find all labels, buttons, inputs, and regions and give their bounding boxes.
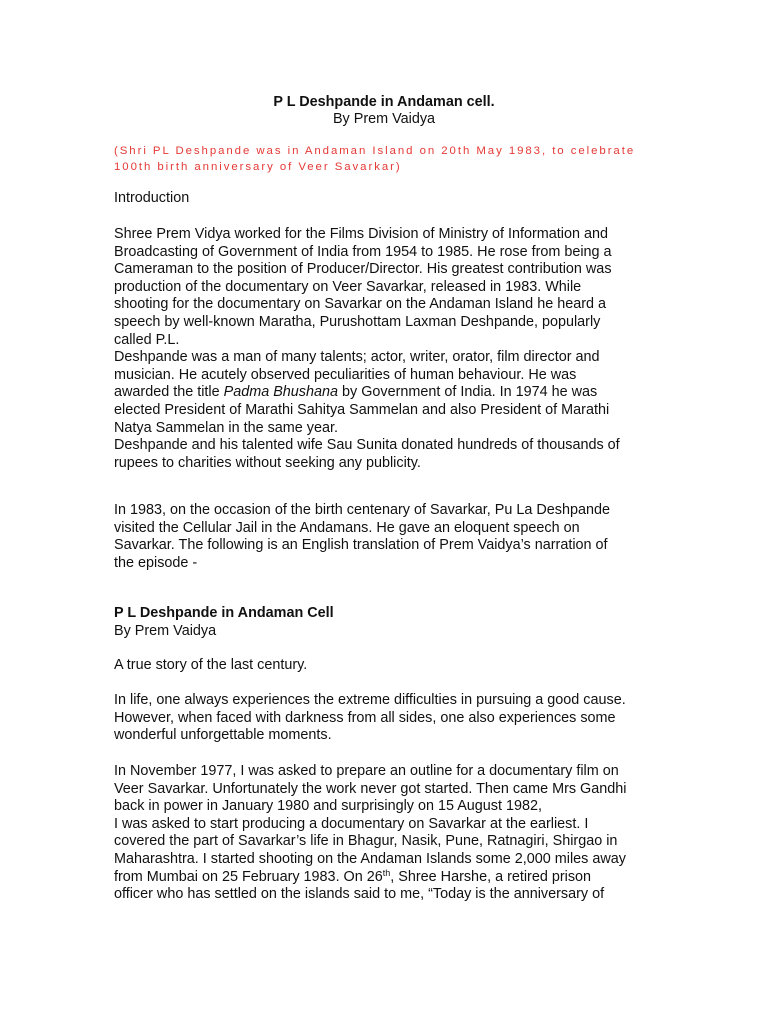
text-segment: by Government of India. In 1974 he was (338, 384, 598, 401)
paragraph-centenary (114, 502, 674, 572)
text-line (114, 384, 674, 402)
text-line: Veer Savarkar. Unfortunately the work never got started. Then came Mrs Gandhi (114, 780, 627, 797)
document-author: By Prem Vaidya (332, 111, 436, 127)
paragraph-november-1977 (114, 763, 674, 904)
text-line: visited the Cellular Jail in the Andamans. He gave an eloquent speech on (114, 519, 580, 536)
red-note (114, 143, 674, 175)
paragraph-difficulties (114, 692, 674, 745)
text-line: elected President of Marathi Sahitya Sammelan and also President of Marathi (114, 401, 610, 418)
text-line: Cameraman to the position of Producer/Director. His greatest contribution was (114, 261, 612, 278)
introduction-heading: Introduction (114, 190, 190, 206)
text-line: production of the documentary on Veer Savarkar, released in 1983. While (114, 278, 582, 295)
text-line (114, 869, 674, 887)
text-line: wonderful unforgettable moments. (114, 727, 332, 744)
text-line: officer who has settled on the islands said to me, “Today is the anniversary of (114, 886, 605, 903)
text-line: musician. He acutely observed peculiarities of human behaviour. He was (114, 366, 577, 383)
text-line: the episode - (114, 554, 198, 571)
story-heading: P L Deshpande in Andaman Cell (114, 605, 334, 621)
text-line: shooting for the documentary on Savarkar on the Andaman Island he heard a (114, 296, 607, 313)
text-line: However, when faced with darkness from all sides, one also experiences some (114, 709, 616, 726)
text-segment: from Mumbai on 25 February 1983. On 26 (114, 868, 383, 885)
text-line: Natya Sammelan in the same year. (114, 419, 338, 436)
document-title: P L Deshpande in Andaman cell. (273, 94, 495, 110)
text-segment: awarded the title (114, 384, 224, 401)
text-line: Deshpande and his talented wife Sau Sunita donated hundreds of thousands of (114, 437, 620, 454)
text-line: In 1983, on the occasion of the birth centenary of Savarkar, Pu La Deshpande (114, 502, 611, 518)
text-line: Broadcasting of Government of India from 1954 to 1985. He rose from being a (114, 243, 612, 260)
paragraph-true-story: A true story of the last century. (114, 657, 308, 673)
paragraph-introduction (114, 226, 674, 472)
ordinal-suffix: th (382, 867, 391, 878)
text-segment: , Shree Harshe, a retired prison (390, 868, 592, 885)
award-name: Padma Bhushana (223, 384, 339, 401)
text-line: speech by well-known Maratha, Purushottam Laxman Deshpande, popularly (114, 313, 601, 330)
note-line: (Shri PL Deshpande was in Andaman Island on 20th May 1983, to celebrate (114, 145, 636, 157)
note-line: 100th birth anniversary of Veer Savarkar) (114, 161, 402, 173)
text-line: called P.L. (114, 331, 180, 348)
text-line: I was asked to start producing a documentary on Savarkar at the earliest. I (114, 815, 589, 832)
text-line: covered the part of Savarkar’s life in Bhagur, Nasik, Pune, Ratnagiri, Shirgao in (114, 833, 618, 850)
text-line: Savarkar. The following is an English translation of Prem Vaidya’s narration of (114, 537, 608, 554)
text-line: rupees to charities without seeking any publicity. (114, 454, 421, 471)
text-line: Maharashtra. I started shooting on the Andaman Islands some 2,000 miles away (114, 850, 626, 867)
text-line: Deshpande was a man of many talents; actor, writer, orator, film director and (114, 349, 600, 366)
story-author: By Prem Vaidya (114, 623, 217, 639)
text-line: back in power in January 1980 and surprisingly on 15 August 1982, (114, 798, 543, 815)
text-line: In life, one always experiences the extreme difficulties in pursuing a good cause. (114, 692, 626, 708)
text-line: In November 1977, I was asked to prepare an outline for a documentary film on (114, 763, 619, 779)
text-line: Shree Prem Vidya worked for the Films Division of Ministry of Information and (114, 226, 609, 242)
